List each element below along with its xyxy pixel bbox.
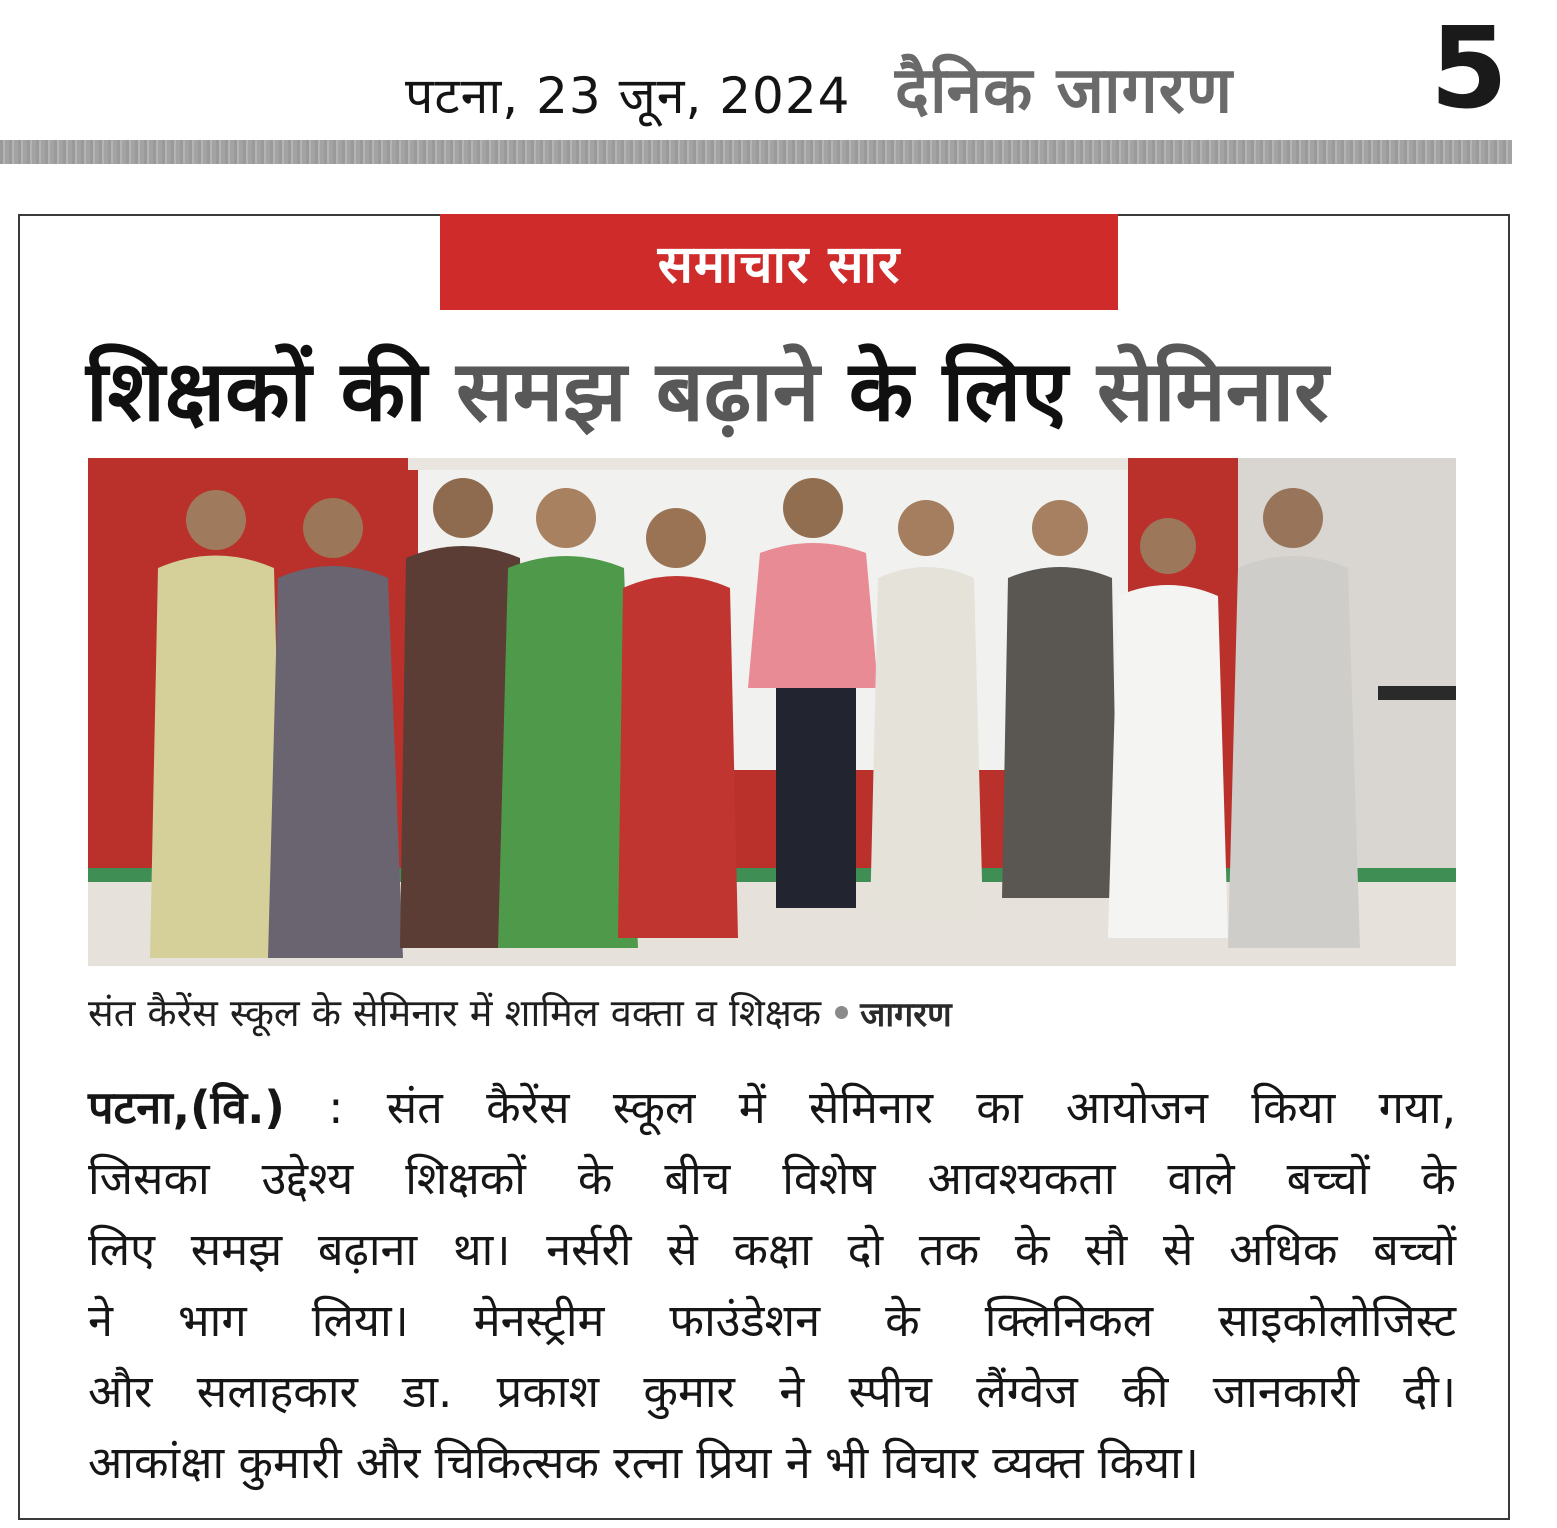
page-number: 5 (1430, 4, 1508, 134)
body-lead: पटना,(वि.) (88, 1081, 285, 1134)
dateline: पटना, 23 जून, 2024 (405, 67, 851, 125)
section-banner (440, 214, 1118, 310)
masthead (0, 0, 1557, 140)
body-line (88, 1072, 1456, 1143)
news-photo (88, 458, 1456, 966)
caption-text: संत कैरेंस स्कूल के सेमिनार में शामिल वक्ता व शिक्षक (88, 991, 822, 1035)
body-line-text: : संत कैरेंस स्कूल में सेमिनार का आयोजन किया गया, (284, 1081, 1456, 1134)
group-photo-illustration (88, 458, 1456, 966)
headline-part: सेमिनार (1096, 342, 1329, 440)
section-label: समाचार सार (657, 234, 901, 295)
headline (86, 330, 1328, 445)
article-body (88, 1072, 1456, 1498)
photo-caption (88, 986, 952, 1038)
newspaper-name: दैनिक जागरण (895, 54, 1234, 128)
photo-credit: जागरण (860, 995, 952, 1035)
body-line: लिए समझ बढ़ाना था। नर्सरी से कक्षा दो तक के सौ से अधिक बच्चों (88, 1223, 1456, 1276)
body-line: और सलाहकार डा. प्रकाश कुमार ने स्पीच लैंग्वेज की जानकारी दी। (88, 1365, 1456, 1418)
masthead-rule (0, 140, 1512, 164)
headline-part: शिक्षकों की (86, 342, 457, 440)
bullet-dot-icon (835, 1006, 848, 1019)
body-line: जिसका उद्देश्य शिक्षकों के बीच विशेष आवश्यकता वाले बच्चों के (88, 1152, 1456, 1205)
headline-part: के लिए (848, 342, 1097, 440)
body-line: आकांक्षा कुमारी और चिकित्सक रत्ना प्रिया ने भी विचार व्यक्त किया। (88, 1436, 1199, 1489)
headline-part: समझ बढ़ाने (456, 342, 849, 440)
body-line: ने भाग लिया। मेनस्ट्रीम फाउंडेशन के क्लिनिकल साइकोलोजिस्ट (88, 1294, 1456, 1347)
